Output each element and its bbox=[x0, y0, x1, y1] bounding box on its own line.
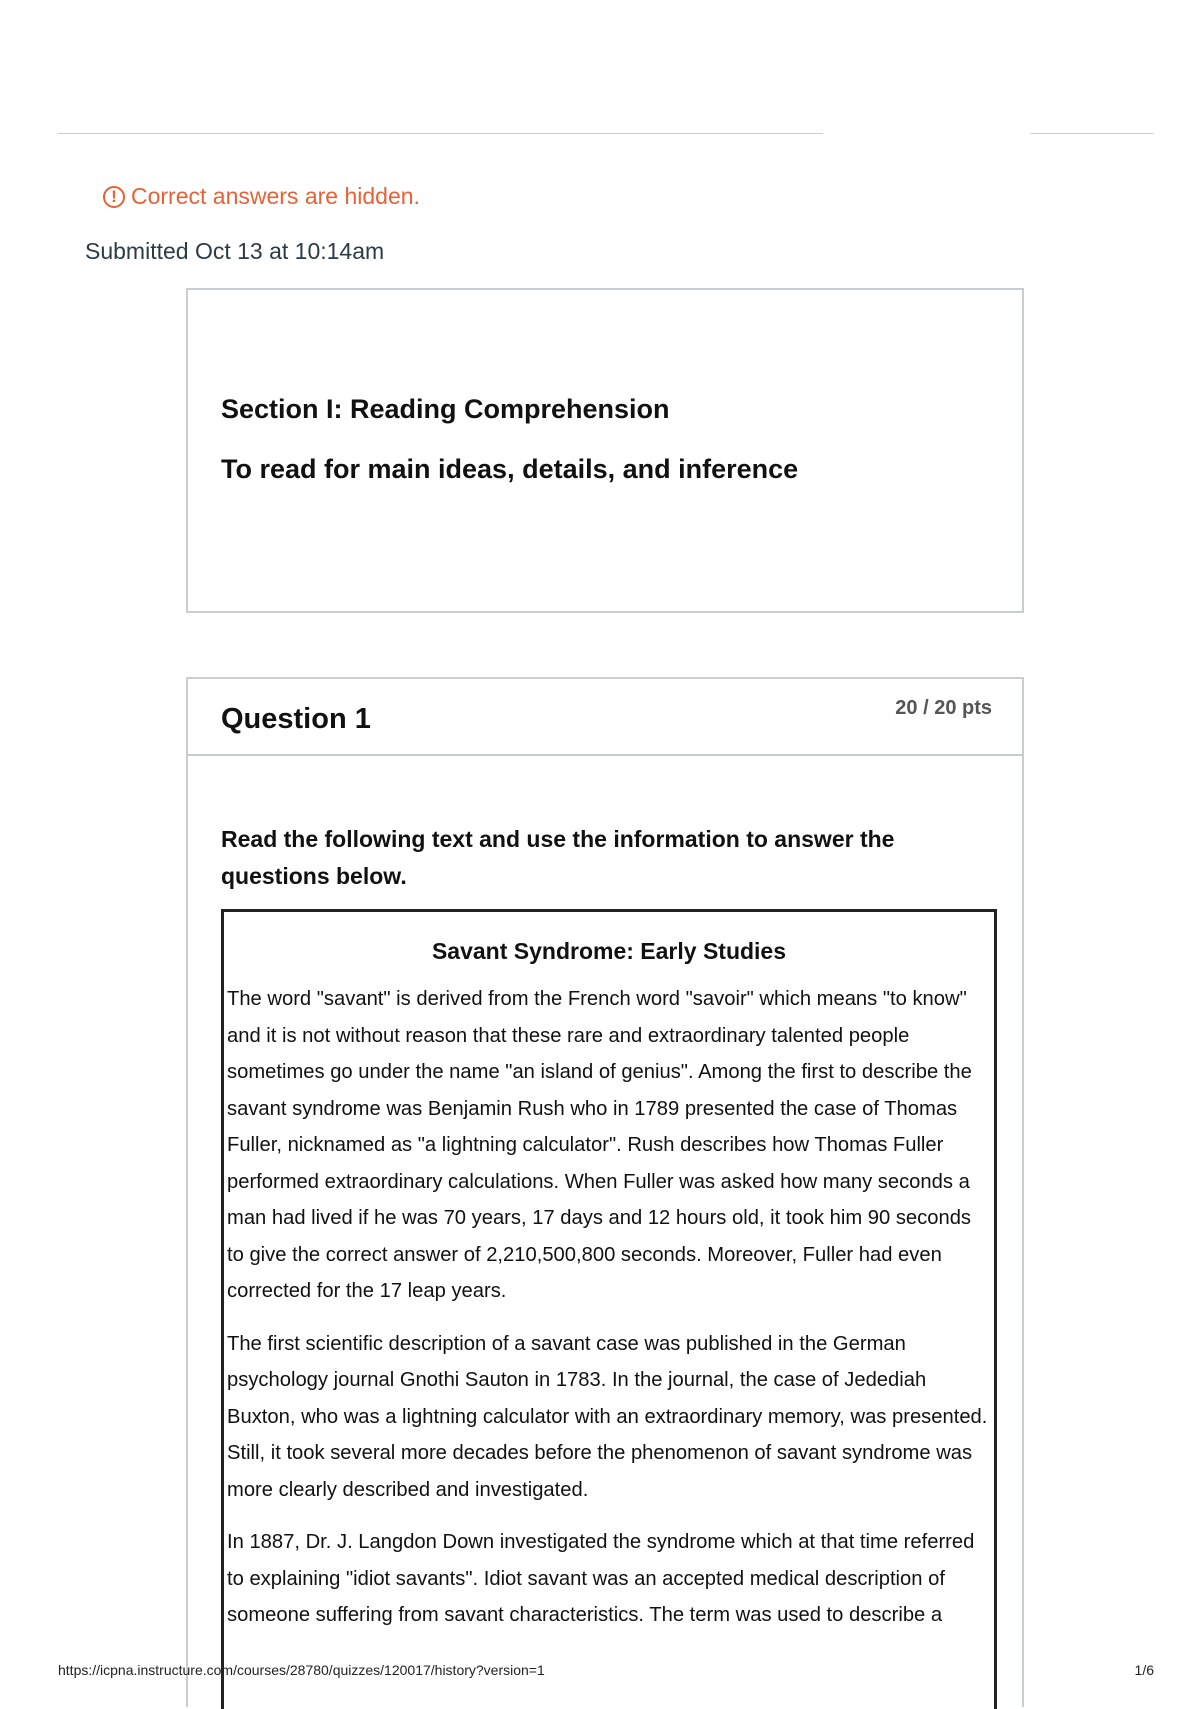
section-header-card bbox=[186, 288, 1024, 613]
question-prompt: Read the following text and use the information to answer the questions below. bbox=[221, 826, 895, 889]
question-card bbox=[186, 677, 1024, 1707]
answers-hidden-notice bbox=[103, 183, 420, 210]
section-title: Section I: Reading Comprehension bbox=[221, 394, 670, 424]
header-divider bbox=[58, 133, 823, 134]
section-subtitle: To read for main ideas, details, and inference bbox=[221, 454, 799, 484]
passage-paragraph: The first scientific description of a savant case was published in the German psychology journal Gnothi Sauton in 1783. In the journal, the case of Jedediah Buxton, who was a lightning calculator with an extraordinary memory, was presented. Still, it took several more decades before the phenomenon of savant syndrome was more clearly described and investigated. bbox=[227, 1332, 988, 1501]
passage-title: Savant Syndrome: Early Studies bbox=[431, 938, 787, 964]
reading-passage bbox=[221, 909, 997, 1709]
passage-paragraph: In 1887, Dr. J. Langdon Down investigated the syndrome which at that time referred to explaining "idiot savants". Idiot savant was an accepted medical description of someone suffering from savant characteristics. The term was used to describe a bbox=[227, 1531, 975, 1626]
footer-url: https://icpna.instructure.com/courses/28780/quizzes/120017/history?version=1 bbox=[58, 1662, 545, 1678]
question-points: 20 / 20 pts bbox=[895, 697, 992, 719]
passage-paragraph: The word "savant" is derived from the French word "savoir" which means "to know" and it is not without reason that these rare and extraordinary talented people sometimes go under the name "an island of genius". Among the first to describe the savant syndrome was Benjamin Rush who in 1789 presented the case of Thomas Fuller, nicknamed as "a lightning calculator". Rush describes how Thomas Fuller performed extraordinary calculations. When Fuller was asked how many seconds a man had lived if he was 70 years, 17 days and 12 hours old, it took him 90 seconds to give the correct answer of 2,210,500,800 seconds. Moreover, Fuller had even corrected for the 17 leap years. bbox=[227, 988, 972, 1302]
submission-time: Submitted Oct 13 at 10:14am bbox=[85, 238, 385, 264]
question-header bbox=[188, 679, 1022, 756]
question-title: Question 1 bbox=[221, 703, 371, 735]
header-divider-right bbox=[1030, 133, 1154, 134]
footer-page-number: 1/6 bbox=[1134, 1662, 1154, 1678]
notice-text: Correct answers are hidden. bbox=[131, 183, 420, 209]
warning-icon: ! bbox=[103, 186, 125, 208]
